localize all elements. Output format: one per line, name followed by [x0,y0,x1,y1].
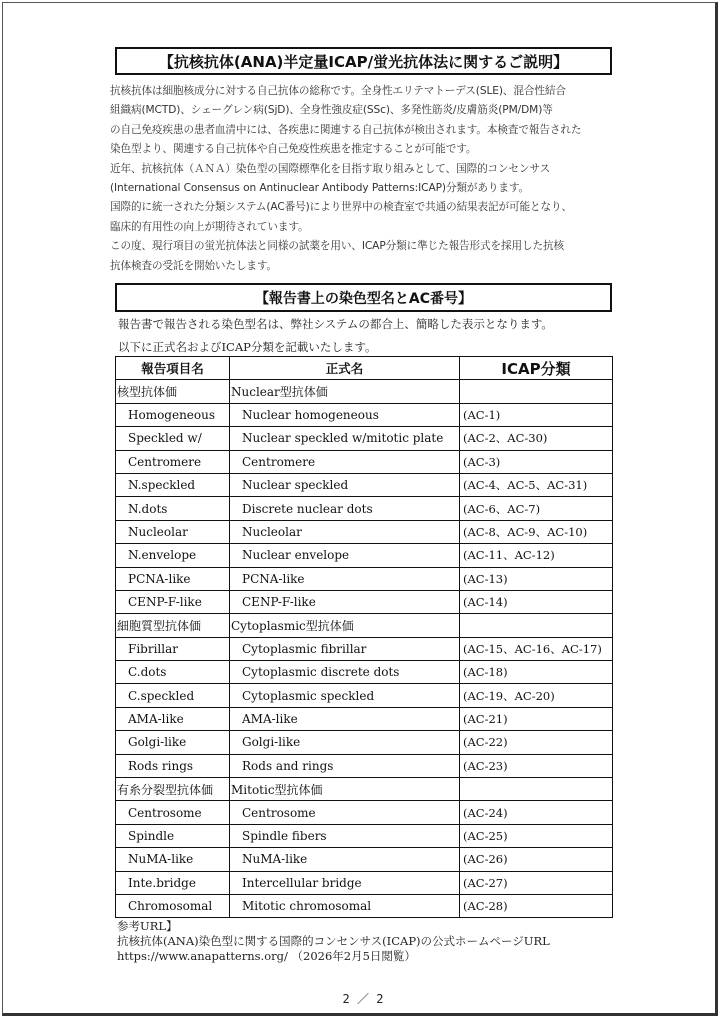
page-number: 2 ／ 2 [342,992,384,1006]
table-note: 以下に正式名およびICAP分類を記載いたします。 [118,340,377,354]
formal-name-cell: Nuclear envelope [230,544,460,567]
report-item-cell: 細胞質型抗体価 [116,614,230,637]
table-row [116,427,613,450]
table-row [116,637,613,660]
reference-text: 抗核抗体(ANA)染色型に関する国際的コンセンサス(ICAP)の公式ホームページURL [117,934,550,948]
icap-class-cell: (AC-6、AC-7) [460,497,613,520]
formal-name-cell: Cytoplasmic speckled [230,684,460,707]
icap-class-cell: (AC-23) [460,754,613,777]
formal-name-cell: Nuclear speckled w/mitotic plate [230,427,460,450]
icap-class-cell: (AC-2、AC-30) [460,427,613,450]
formal-name-cell: Cytoplasmic fibrillar [230,637,460,660]
formal-name-cell: Rods and rings [230,754,460,777]
report-item-cell: N.dots [116,497,230,520]
table-row [116,754,613,777]
icap-class-cell: (AC-25) [460,824,613,847]
intro-line: この度、現行項目の蛍光抗体法と同様の試薬を用い、ICAP分類に準じた報告形式を採用した抗核 [110,240,564,253]
formal-name-cell: AMA-like [230,707,460,730]
section-title: 【報告書上の染色型名とAC番号】 [115,283,612,312]
report-item-cell: Spindle [116,824,230,847]
icap-class-cell: (AC-27) [460,871,613,894]
formal-name-cell: CENP-F-like [230,590,460,613]
report-item-cell: NuMA-like [116,848,230,871]
formal-name-cell: Centrosome [230,801,460,824]
formal-name-cell: Nuclear homogeneous [230,403,460,426]
report-item-cell: Nucleolar [116,520,230,543]
report-item-cell: Inte.bridge [116,871,230,894]
formal-name-cell: Cytoplasmic型抗体価 [230,614,460,637]
table-row [116,450,613,473]
formal-name-cell: PCNA-like [230,567,460,590]
icap-class-cell: (AC-28) [460,894,613,917]
header-icap: ICAP分類 [460,357,613,380]
table-header-row [116,357,613,380]
table-row [116,520,613,543]
report-item-cell: Homogeneous [116,403,230,426]
report-item-cell: Chromosomal [116,894,230,917]
icap-class-cell [460,778,613,801]
formal-name-cell: Centromere [230,450,460,473]
icap-class-cell: (AC-18) [460,661,613,684]
icap-class-cell: (AC-11、AC-12) [460,544,613,567]
icap-class-cell: (AC-4、AC-5、AC-31) [460,473,613,496]
table-row [116,497,613,520]
report-item-cell: 核型抗体価 [116,380,230,403]
icap-class-cell: (AC-26) [460,848,613,871]
icap-class-cell: (AC-22) [460,731,613,754]
formal-name-cell: Mitotic chromosomal [230,894,460,917]
icap-class-cell: (AC-3) [460,450,613,473]
report-item-cell: Centromere [116,450,230,473]
reference-url: https://www.anapatterns.org/ （2026年2月5日閲覧） [117,949,416,963]
icap-class-cell: (AC-8、AC-9、AC-10) [460,520,613,543]
intro-line: 染色型より、関連する自己抗体や自己免疫性疾患を推定することが可能です。 [110,143,477,156]
table-row [116,473,613,496]
table-body [116,380,613,918]
table-category-row [116,778,613,801]
report-item-cell: AMA-like [116,707,230,730]
report-item-cell: 有糸分裂型抗体価 [116,778,230,801]
report-item-cell: C.dots [116,661,230,684]
icap-class-cell: (AC-24) [460,801,613,824]
icap-class-cell [460,380,613,403]
table-row [116,894,613,917]
formal-name-cell: Intercellular bridge [230,871,460,894]
intro-line: 抗体検査の受託を開始いたします。 [110,259,278,272]
icap-table [115,356,613,918]
icap-class-cell: (AC-15、AC-16、AC-17) [460,637,613,660]
table-row [116,731,613,754]
report-item-cell: Speckled w/ [116,427,230,450]
formal-name-cell: Cytoplasmic discrete dots [230,661,460,684]
table-row [116,848,613,871]
icap-class-cell: (AC-21) [460,707,613,730]
report-item-cell: N.speckled [116,473,230,496]
table-row [116,661,613,684]
table-row [116,684,613,707]
table-row [116,871,613,894]
intro-line: 国際的に統一された分類システム(AC番号)により世界中の検査室で共通の結果表記が可能となり、 [110,201,572,214]
table-row [116,801,613,824]
table-row [116,824,613,847]
table-row [116,544,613,567]
table-row [116,590,613,613]
formal-name-cell: Golgi-like [230,731,460,754]
formal-name-cell: Spindle fibers [230,824,460,847]
report-item-cell: CENP-F-like [116,590,230,613]
formal-name-cell: Mitotic型抗体価 [230,778,460,801]
icap-class-cell: (AC-13) [460,567,613,590]
icap-class-cell: (AC-1) [460,403,613,426]
intro-line: 組織病(MCTD)、シェーグレン病(SjD)、全身性強皮症(SSc)、多発性筋炎/皮膚筋炎(PM/DM)等 [110,104,553,117]
table-row [116,707,613,730]
report-item-cell: N.envelope [116,544,230,567]
formal-name-cell: NuMA-like [230,848,460,871]
table-category-row [116,614,613,637]
icap-class-cell [460,614,613,637]
intro-line: の自己免疫疾患の患者血清中には、各疾患に関連する自己抗体が検出されます。本検査で報告された [110,123,582,136]
reference-label: 参考URL】 [117,919,178,933]
report-item-cell: PCNA-like [116,567,230,590]
intro-line: 臨床的有用性の向上が期待されています。 [110,220,309,233]
intro-text [110,82,624,276]
intro-line: 抗核抗体は細胞核成分に対する自己抗体の総称です。全身性エリテマトーデス(SLE)、混合性結合 [110,85,566,97]
formal-name-cell: Nuclear型抗体価 [230,380,460,403]
header-formal: 正式名 [230,357,460,380]
icap-class-cell: (AC-14) [460,590,613,613]
formal-name-cell: Discrete nuclear dots [230,497,460,520]
report-item-cell: Fibrillar [116,637,230,660]
formal-name-cell: Nuclear speckled [230,473,460,496]
report-item-cell: C.speckled [116,684,230,707]
formal-name-cell: Nucleolar [230,520,460,543]
report-item-cell: Golgi-like [116,731,230,754]
report-item-cell: Rods rings [116,754,230,777]
table-note: 報告書で報告される染色型名は、弊社システムの都合上、簡略した表示となります。 [118,317,553,331]
table-category-row [116,380,613,403]
intro-line: 近年、抗核抗体（ＡＮＡ）染色型の国際標準化を目指す取り組みとして、国際的コンセンサス [110,162,551,175]
table-row [116,567,613,590]
header-item: 報告項目名 [116,357,230,380]
intro-line: (International Consensus on Antinuclear Antibody Patterns:ICAP)分類があります。 [110,182,530,195]
table-row [116,403,613,426]
icap-class-cell: (AC-19、AC-20) [460,684,613,707]
report-item-cell: Centrosome [116,801,230,824]
document-title: 【抗核抗体(ANA)半定量ICAP/蛍光抗体法に関するご説明】 [115,47,612,75]
